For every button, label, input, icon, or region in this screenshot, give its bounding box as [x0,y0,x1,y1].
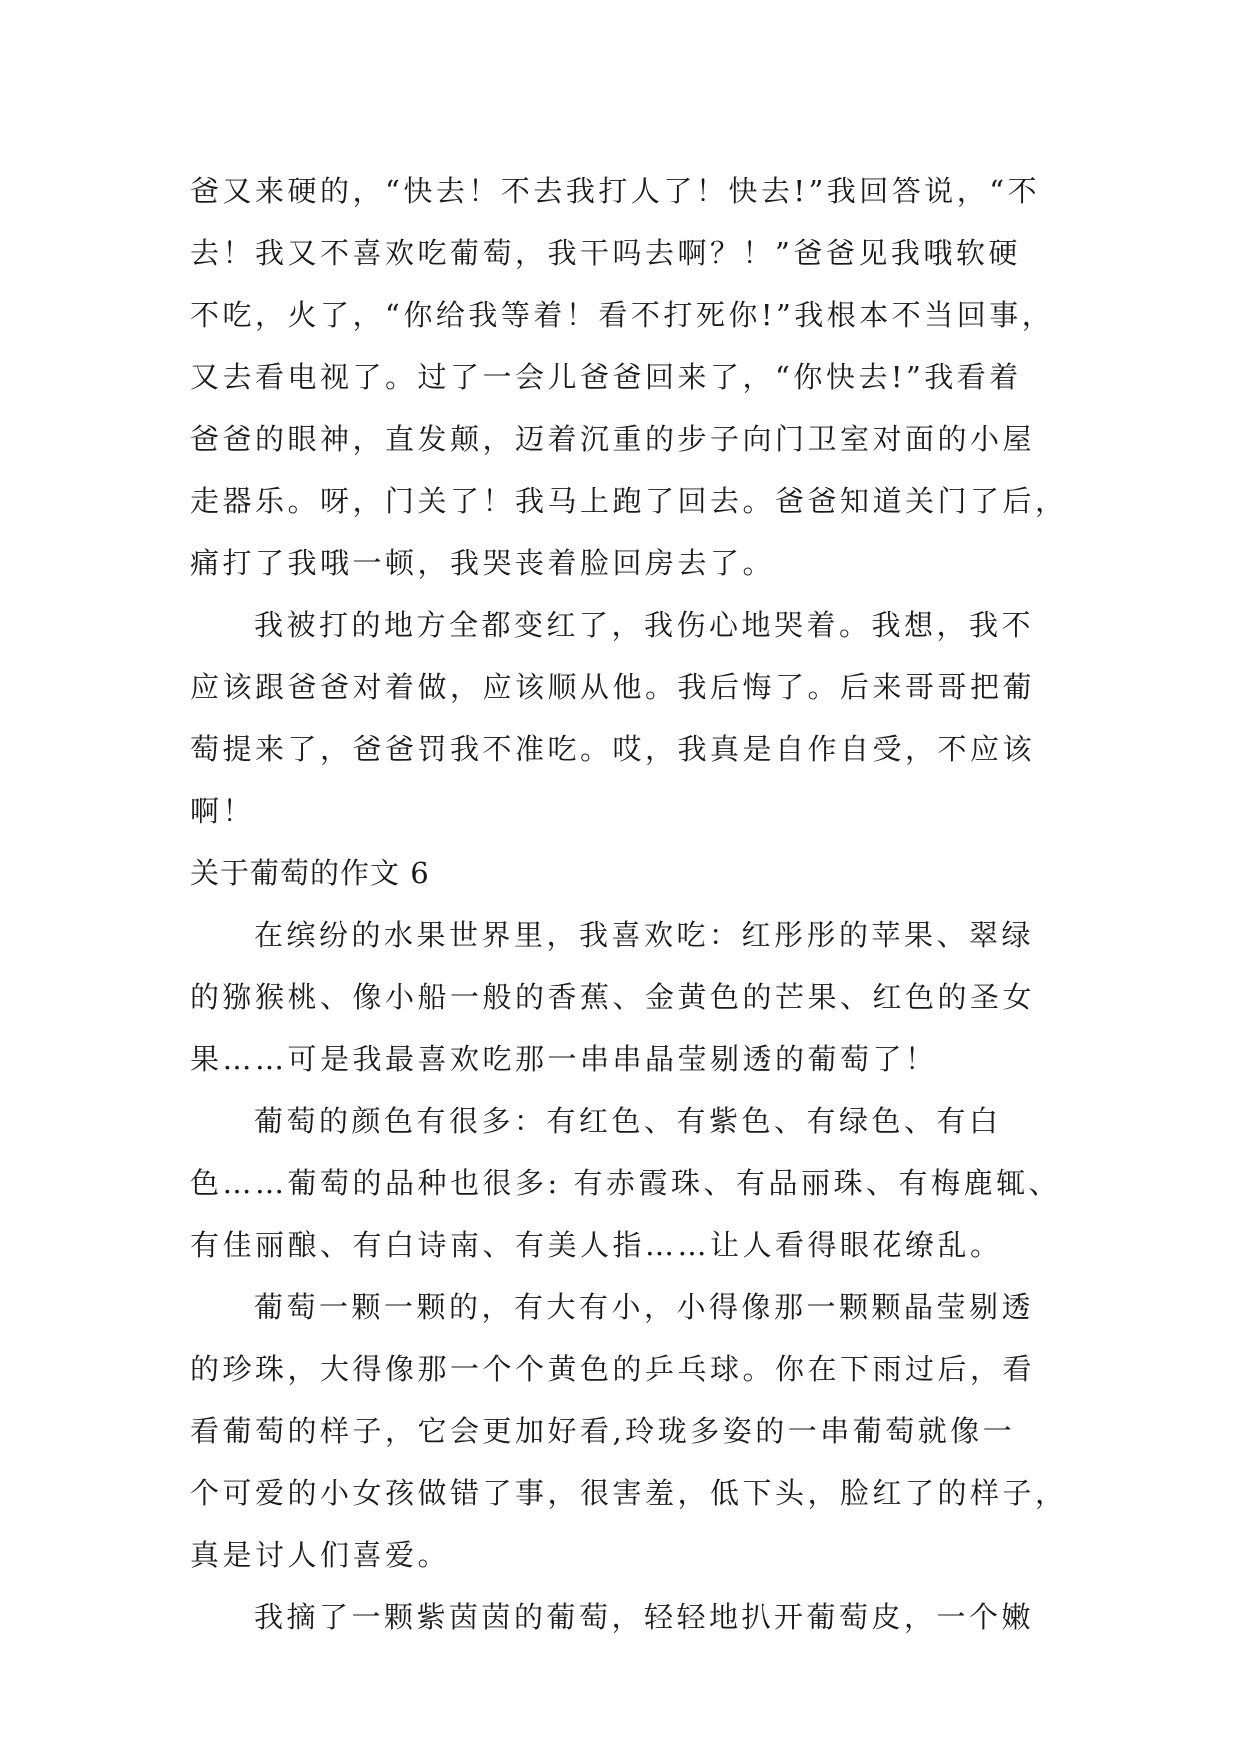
text-line: 走器乐。呀，门关了！我马上跑了回去。爸爸知道关门了后， [190,484,1068,518]
paragraph-start-line: 我被打的地方全都变红了，我伤心地哭着。我想，我不 [254,608,1035,642]
section-heading: 关于葡萄的作文 6 [190,856,430,890]
paragraph-start-line: 葡萄一颗一颗的，有大有小，小得像那一颗颗晶莹剔透 [254,1290,1035,1324]
text-line: 色……葡萄的品种也很多: 有赤霞珠、有品丽珠、有梅鹿辄、 [190,1166,1061,1200]
text-line: 应该跟爸爸对着做，应该顺从他。我后悔了。后来哥哥把葡 [190,670,1036,704]
text-line: 果……可是我最喜欢吃那一串串晶莹剔透的葡萄了！ [190,1042,938,1076]
paragraph-start-line: 葡萄的颜色有很多：有红色、有紫色、有绿色、有白 [254,1104,1002,1138]
text-line: 个可爱的小女孩做错了事，很害羞，低下头，脸红了的样子， [190,1476,1068,1510]
text-line: 萄提来了，爸爸罚我不准吃。哎，我真是自作自受，不应该 [190,732,1036,766]
text-line: 爸爸的眼神，直发颠，迈着沉重的步子向门卫室对面的小屋 [190,422,1036,456]
text-line: 不吃，火了，“你给我等着！看不打死你!”我根本不当回事， [190,298,1055,332]
text-line: 痛打了我哦一顿，我哭丧着脸回房去了。 [190,546,776,580]
text-line: 去！我又不喜欢吃葡萄，我干吗去啊？！”爸爸见我哦软硬 [190,236,1021,270]
paragraph-start-line: 我摘了一颗紫茵茵的葡萄，轻轻地扒开葡萄皮，一个嫩 [254,1600,1035,1634]
text-line: 啊！ [190,794,256,828]
text-line: 有佳丽酿、有白诗南、有美人指……让人看得眼花缭乱。 [190,1228,1003,1262]
paragraph-start-line: 在缤纷的水果世界里，我喜欢吃：红彤彤的苹果、翠绿 [254,918,1035,952]
text-line: 的珍珠，大得像那一个个黄色的乒乓球。你在下雨过后，看 [190,1352,1036,1386]
text-line: 真是讨人们喜爱。 [190,1538,451,1572]
text-line: 又去看电视了。过了一会儿爸爸回来了，“你快去!”我看着 [190,360,1022,394]
text-line: 爸又来硬的，“快去！不去我打人了！快去!”我回答说，“不 [190,174,1041,208]
essay-body [190,160,1070,1648]
text-line: 看葡萄的样子，它会更加好看,玲珑多姿的一串葡萄就像一 [190,1414,1016,1448]
text-line: 的猕猴桃、像小船一般的香蕉、金黄色的芒果、红色的圣女 [190,980,1036,1014]
